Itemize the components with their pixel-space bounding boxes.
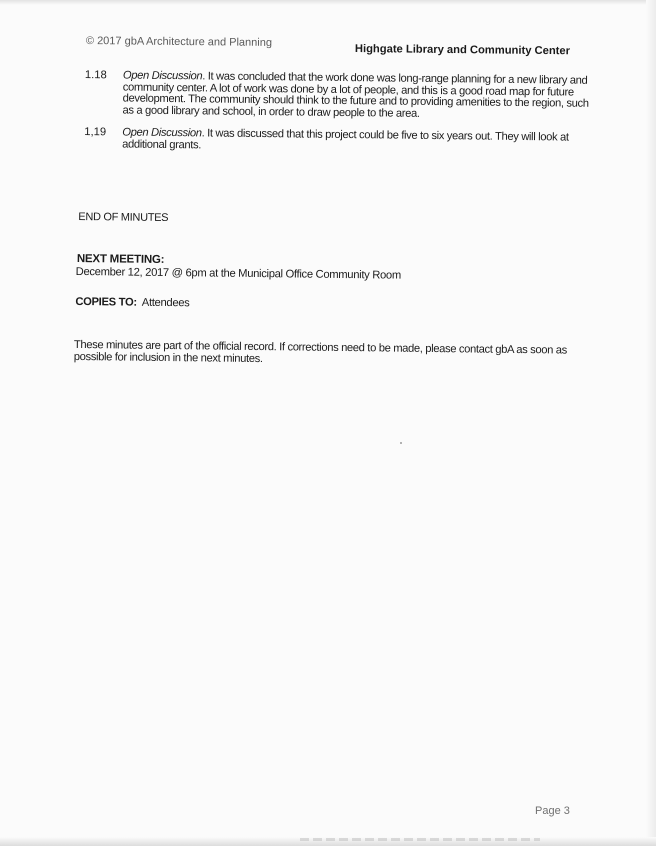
scan-bleed-through (300, 838, 540, 841)
minutes-item (84, 69, 595, 120)
next-meeting-heading: NEXT MEETING: (76, 252, 165, 266)
copies-to-label: COPIES TO: (75, 295, 137, 309)
official-record-note: These minutes are part of the official record. If corrections need to be made, please contact gbA as soon as possible for inclusion in the next minutes. (73, 338, 568, 365)
item-text (122, 127, 592, 156)
scan-speck (400, 442, 402, 444)
page-number: Page 3 (535, 805, 570, 817)
item-body: . It was discussed that this project could be five to six years out. They will look at additional grants. (122, 127, 569, 151)
minutes-item (84, 126, 594, 151)
item-body: . It was concluded that the work done was long-range planning for a new library and community center. A lot of work was done by a lot of people, and this is a good road map for future development. The community should think to the future and to providing amenities to the region, such as a good library and school, in order to draw people to the area. (122, 70, 589, 120)
copies-to-value: Attendees (141, 296, 190, 310)
project-title: Highgate Library and Community Center (354, 43, 571, 58)
item-number: 1.18 (84, 69, 107, 82)
copies-to (75, 296, 189, 309)
item-lead: Open Discussion (122, 126, 202, 140)
item-text (122, 70, 592, 122)
item-lead: Open Discussion (122, 69, 203, 83)
next-meeting-detail: December 12, 2017 @ 6pm at the Municipal Office Community Room (75, 265, 401, 282)
end-of-minutes: END OF MINUTES (78, 210, 169, 225)
item-number: 1,19 (84, 126, 107, 139)
copyright-notice: © 2017 gbA Architecture and Planning (85, 35, 273, 49)
